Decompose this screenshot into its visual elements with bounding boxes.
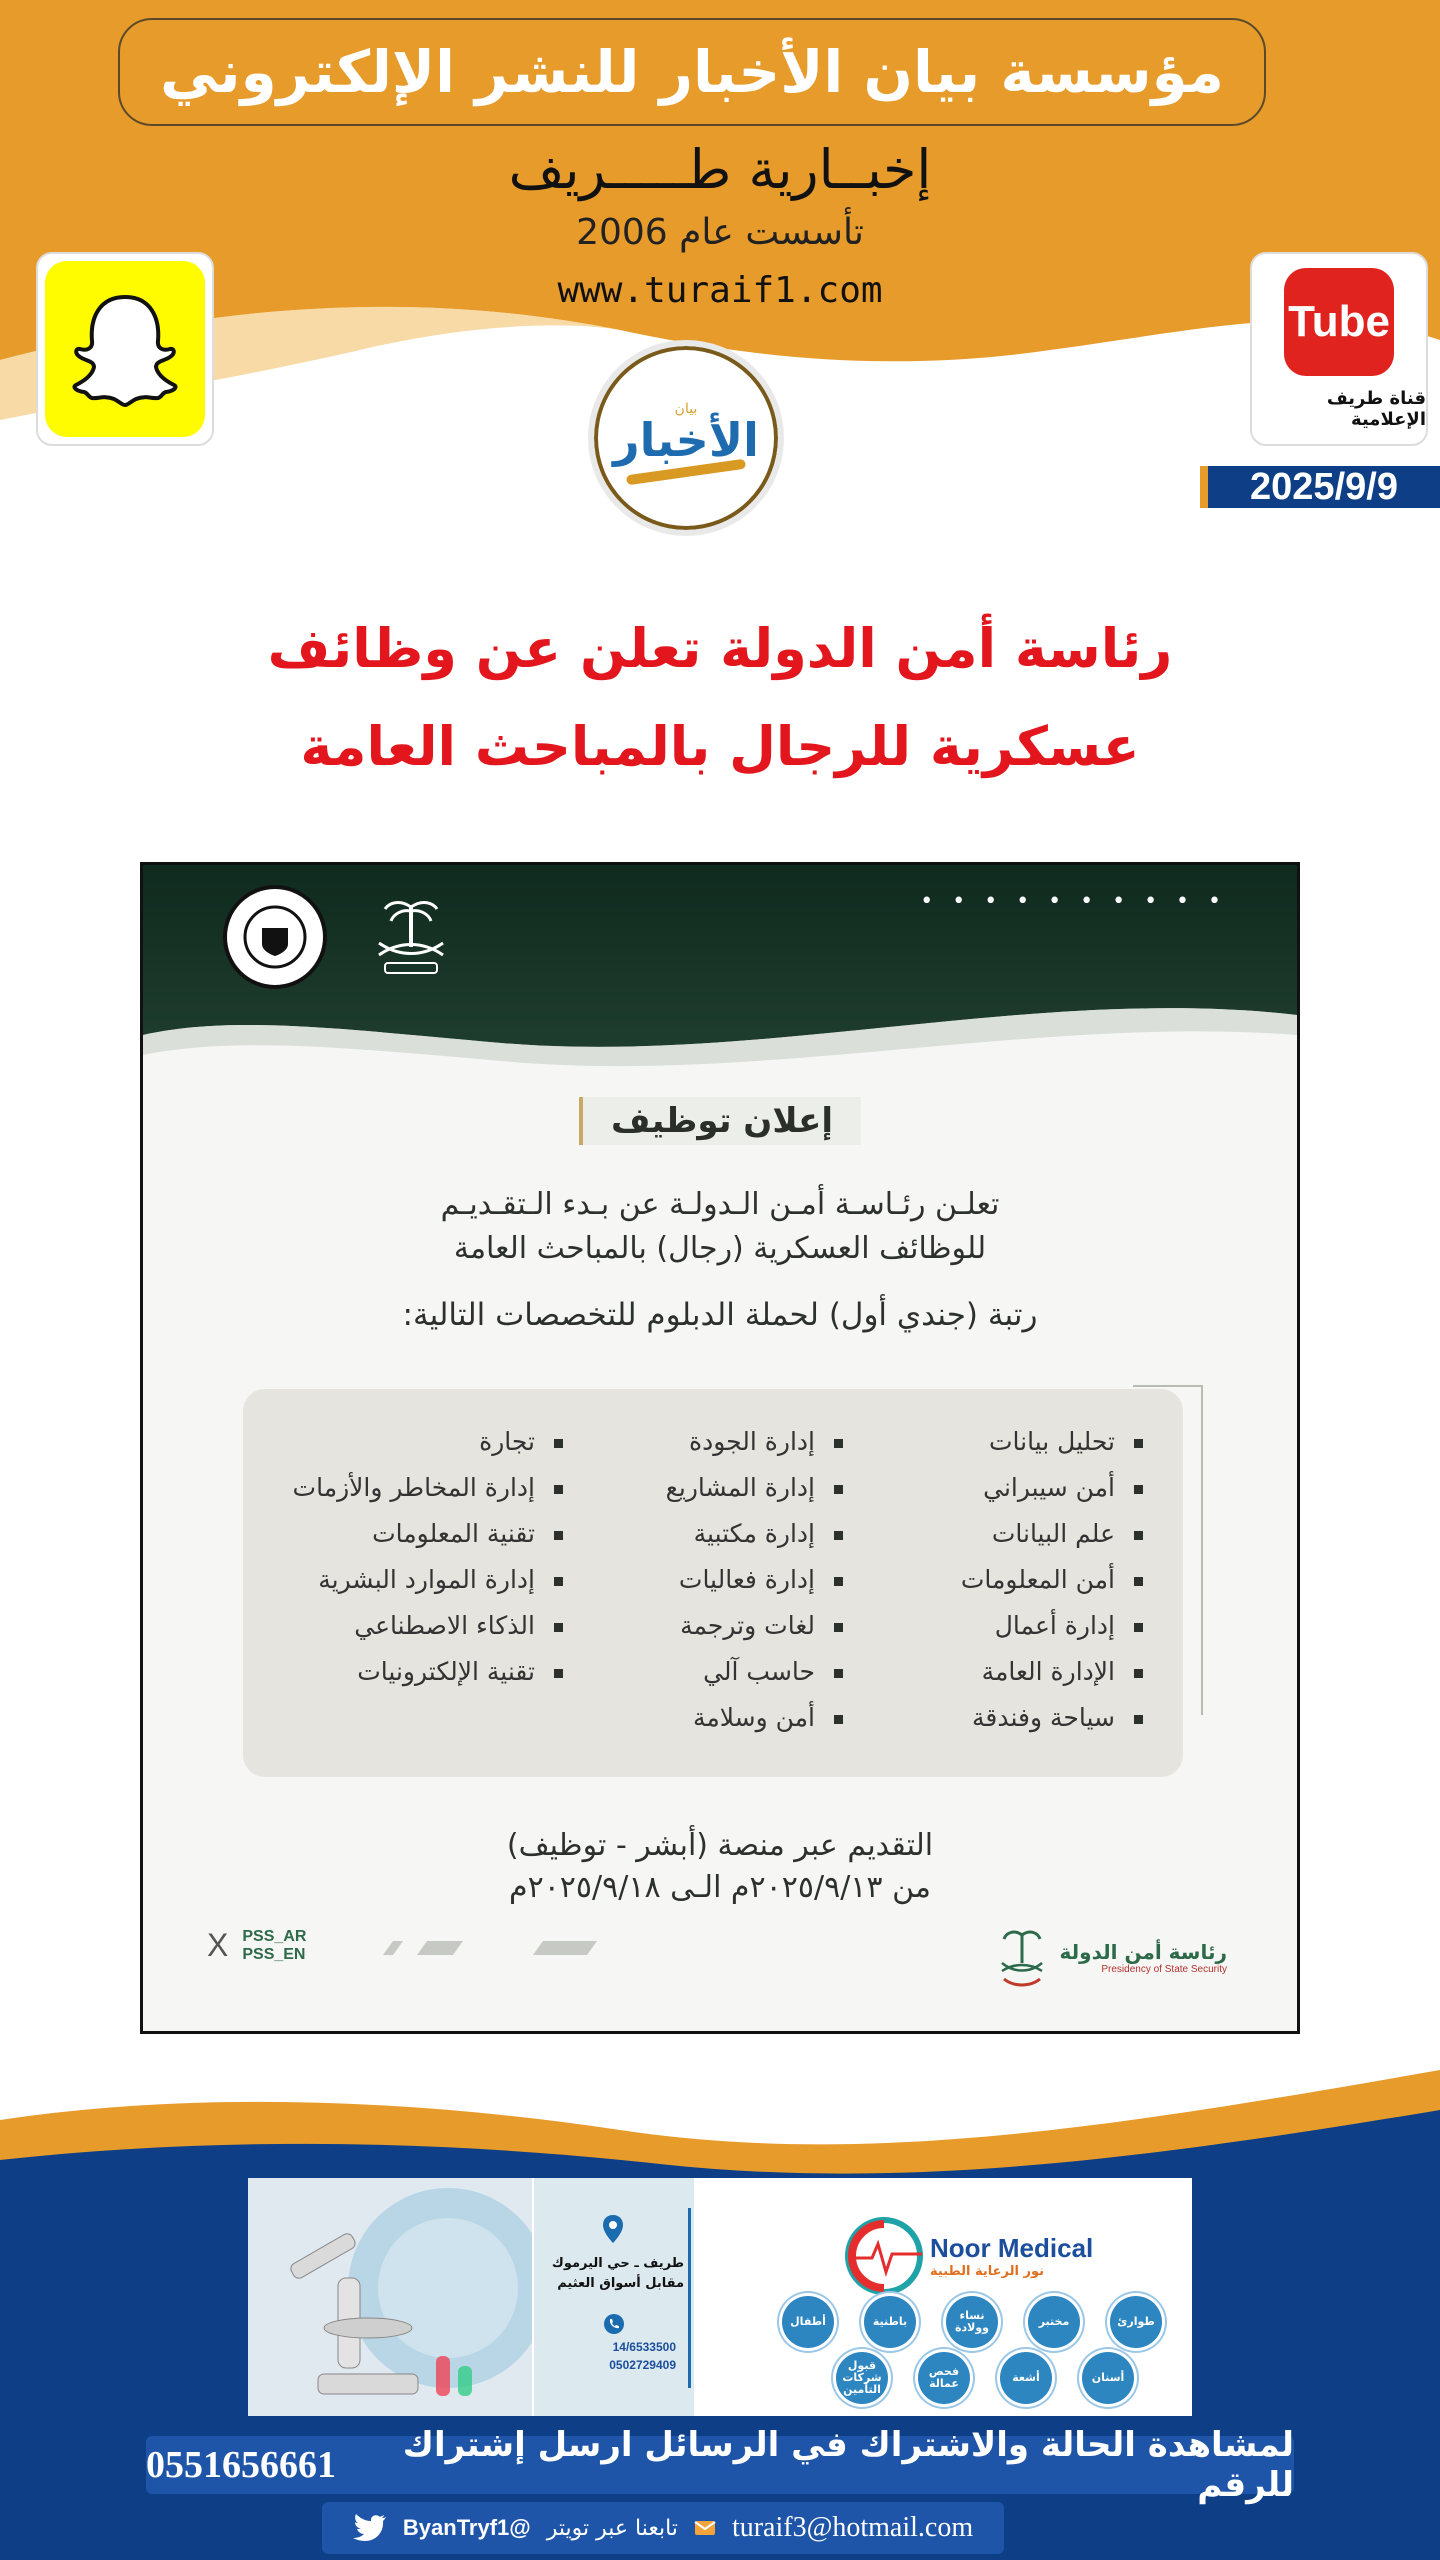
list-item: إدارة فعاليات [666,1557,843,1603]
cta-text: لمشاهدة الحالة والاشتراك في الرسائل ارسل إشتراك للرقم [402,2425,1294,2505]
panel-divider [1201,1385,1203,1715]
list-item: لغات وترجمة [666,1603,843,1649]
list-item: الإدارة العامة [961,1649,1143,1695]
ad-phone-2[interactable]: 0502729409 [609,2358,676,2372]
twitter-label: تابعنا عبر تويتر [546,2515,678,2541]
list-item: إدارة الجودة [666,1419,843,1465]
contact-bar [322,2502,1004,2554]
phone-icon [604,2314,624,2334]
shield-icon [240,902,310,972]
headline-line-1: رئاسة أمن الدولة تعلن عن وظائف [267,617,1173,680]
headline [0,600,1440,796]
twitter-bird-icon[interactable] [353,2514,387,2542]
state-security-brand [994,1925,1227,1989]
list-item: علم البيانات [961,1511,1143,1557]
service-bubble: فحص عمالة [918,2352,970,2404]
service-bubble: أطفال [782,2296,834,2348]
list-item: إدارة مكتبية [666,1511,843,1557]
date-badge: 2025/9/9 [1200,466,1440,508]
founded-text: تأسست عام 2006 [576,212,864,253]
website-link[interactable]: www.turaif1.com [557,270,883,311]
state-security-emblem [223,885,327,989]
handle-en[interactable]: PSS_EN [242,1945,306,1963]
apply-info [143,1825,1297,1909]
envelope-icon [694,2520,716,2536]
palm-swords-icon [359,885,463,989]
ad-address-line-1: طريف ـ حي اليرموك [551,2256,684,2271]
apply-line-1: التقديم عبر منصة (أبشر - توظيف) [506,1828,934,1863]
medical-logo-icon [842,2214,926,2298]
ad-separator [688,2208,691,2388]
medical-ad-banner[interactable] [248,2178,1192,2416]
list-item: إدارة الموارد البشرية [293,1557,563,1603]
ad-brand-english: Noor Medical [930,2233,1094,2263]
list-item: الذكاء الاصطناعي [293,1603,563,1649]
noor-medical-logo [842,2214,1093,2298]
service-bubble: قبول شركات التأمين [836,2352,888,2404]
service-bubble: نساء وولادة [946,2296,998,2348]
decorative-dashes [383,1941,603,1955]
list-item: إدارة المخاطر والأزمات [293,1465,563,1511]
list-item: سياحة وفندقة [961,1695,1143,1741]
intro-line-2: للوظائف العسكرية (رجال) بالمباحث العامة [453,1231,987,1266]
specializations-column-3 [293,1419,563,1695]
brand-arabic: رئاسة أمن الدولة [1059,1939,1227,1964]
headline-line-2: عسكرية للرجال بالمباحث العامة [300,715,1140,778]
outlet-name: إخبــارية طـــــريف [508,138,932,201]
ad-brand-arabic: نور الرعاية الطبية [930,2264,1045,2279]
snapchat-link[interactable] [36,252,214,446]
microscope-image [248,2178,532,2416]
service-bubble: مختبر [1028,2296,1080,2348]
specializations-panel [243,1389,1183,1777]
ad-contact-info [534,2178,694,2416]
list-item: أمن سيبراني [961,1465,1143,1511]
ad-address-line-2: مقابل أسواق العثيم [557,2276,684,2291]
saudi-emblem [359,885,463,989]
brand-english: Presidency of State Security [1101,1963,1227,1975]
youtube-icon: Tube [1284,268,1394,376]
announcement-title: إعلان توظيف [579,1097,861,1145]
ghost-icon [70,291,180,407]
cta-number[interactable]: 0551656661 [146,2444,336,2486]
announcement-intro [143,1183,1297,1271]
palm-swords-icon [994,1925,1050,1989]
youtube-link[interactable] [1250,252,1428,446]
twitter-handle[interactable]: ByanTryf1@ [402,2515,531,2540]
list-item: تجارة [293,1419,563,1465]
specializations-column-2 [666,1419,843,1741]
handle-ar[interactable]: PSS_AR [242,1927,307,1945]
list-item: تقنية الإلكترونيات [293,1649,563,1695]
youtube-label: قناة طريف الإعلامية [1326,388,1426,430]
intro-line-1: تعلـن رئـاسـة أمـن الـدولـة عن بـدء الـتقـديـم [440,1187,1000,1222]
logo-subtext: بيان [674,401,698,417]
social-handles [207,1927,306,1964]
service-bubble: أشعة [1000,2352,1052,2404]
list-item: تقنية المعلومات [293,1511,563,1557]
list-item: أمن المعلومات [961,1557,1143,1603]
panel-divider-cap [1133,1385,1203,1387]
service-bubble: أسنان [1082,2352,1134,2404]
ad-phone-1[interactable]: 14/6533500 [612,2340,676,2354]
list-item: إدارة أعمال [961,1603,1143,1649]
service-bubble: طوارئ [1110,2296,1162,2348]
service-bubble: باطنية [864,2296,916,2348]
list-item: أمن وسلامة [666,1695,843,1741]
x-icon[interactable]: X [207,1927,229,1963]
list-item: حاسب آلي [666,1649,843,1695]
apply-dates: من ٢٠٢٥/٩/١٣م الـى ٢٠٢٥/٩/١٨م [509,1870,931,1905]
snapchat-icon [45,261,205,437]
decorative-dots: • • • • • • • • • • [920,889,1227,914]
location-pin-icon [602,2214,624,2244]
logo-word: الأخبار [613,413,759,467]
subscribe-cta[interactable] [146,2425,1294,2505]
outlet-logo [588,340,784,536]
list-item: تحليل بيانات [961,1419,1143,1465]
rank-line: رتبة (جندي أول) لحملة الدبلوم للتخصصات التالية: [402,1297,1038,1333]
list-item: إدارة المشاريع [666,1465,843,1511]
email-link[interactable]: turaif3@hotmail.com [731,2512,974,2543]
specializations-column-1 [961,1419,1143,1741]
org-title: مؤسسة بيان الأخبار للنشر الإلكتروني [118,18,1266,126]
announcement-card [140,862,1300,2034]
